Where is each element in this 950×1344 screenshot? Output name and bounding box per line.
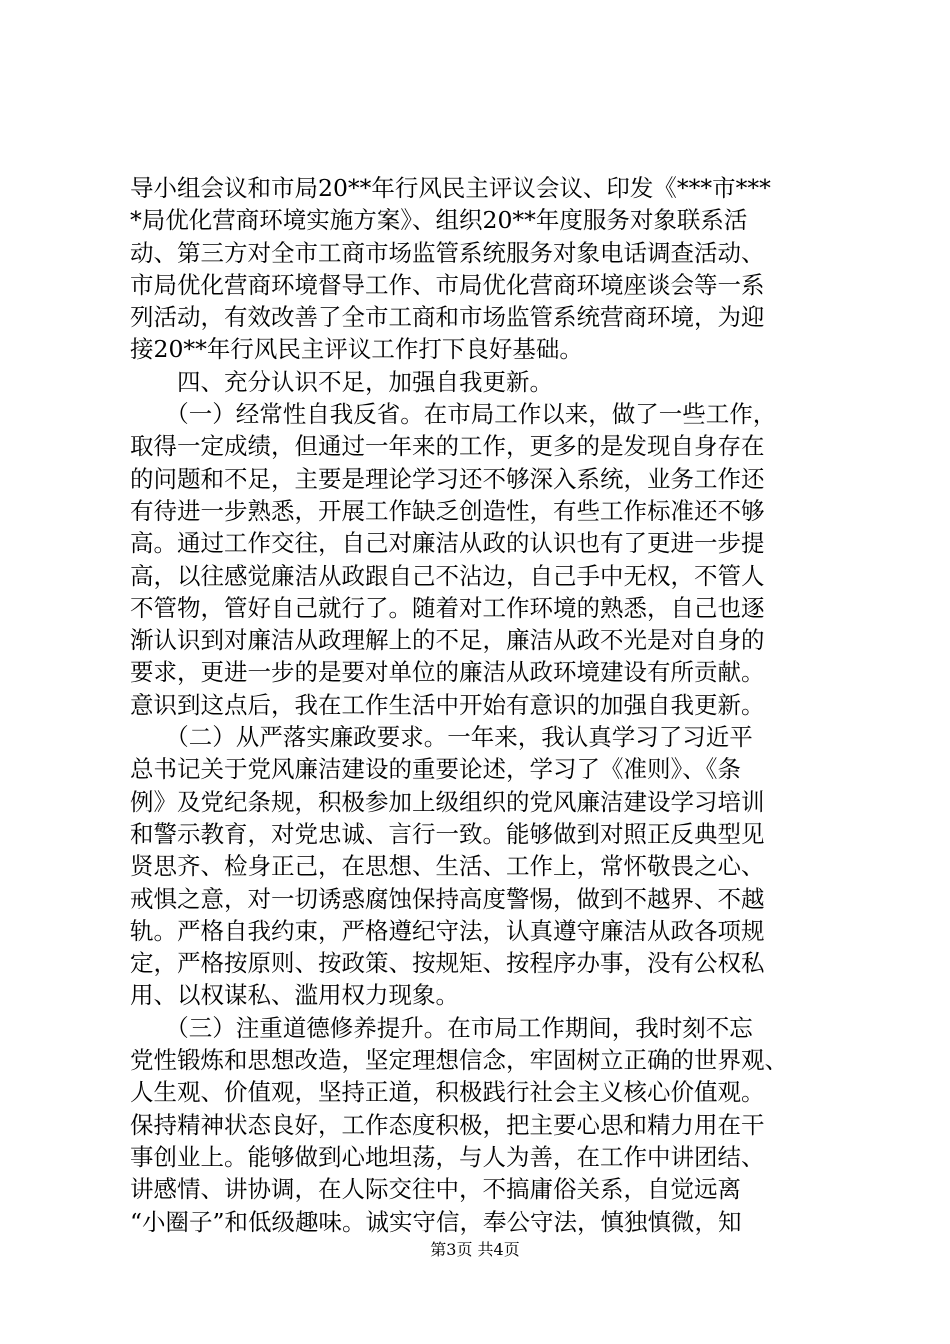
text-line: 事创业上。能够做到心地坦荡，与人为善，在工作中讲团结、 (130, 1142, 765, 1171)
text-line: “小圈子”和低级趣味。诚实守信，奉公守法，慎独慎微，知 (130, 1207, 742, 1236)
text-line: 意识到这点后，我在工作生活中开始有意识的加强自我更新。 (130, 690, 765, 719)
text-line: 例》及党纪条规，积极参加上级组织的党风廉洁建设学习培训 (130, 787, 765, 816)
page-footer: 第3页 共4页 (430, 1240, 520, 1259)
text-line: 保持精神状态良好，工作态度积极，把主要心思和精力用在干 (130, 1110, 765, 1139)
text-line: 四、充分认识不足，加强自我更新。 (130, 367, 553, 396)
text-line: （一）经常性自我反省。在市局工作以来，做了一些工作， (130, 400, 777, 429)
text-line: 讲感情、讲协调，在人际交往中，不搞庸俗关系，自觉远离 (130, 1175, 741, 1204)
text-line: 总书记关于党风廉洁建设的重要论述，学习了《准则》、《条 (130, 755, 741, 784)
text-line: 高。通过工作交往，自己对廉洁从政的认识也有了更进一步提 (130, 529, 765, 558)
text-line: 轨。严格自我约束，严格遵纪守法，认真遵守廉洁从政各项规 (130, 916, 765, 945)
text-line: 列活动，有效改善了全市工商和市场监管系统营商环境，为迎 (130, 303, 765, 332)
text-line: 定，严格按原则、按政策、按规矩、按程序办事，没有公权私 (130, 949, 765, 978)
text-line: 接20**年行风民主评议工作打下良好基础。 (130, 335, 583, 364)
text-line: 的问题和不足，主要是理论学习还不够深入系统，业务工作还 (130, 464, 765, 493)
text-line: 动、第三方对全市工商市场监管系统服务对象电话调查活动、 (130, 238, 765, 267)
text-line: 党性锻炼和思想改造，坚定理想信念，牢固树立正确的世界观、 (130, 1046, 788, 1075)
text-line: *局优化营商环境实施方案》、组织20**年度服务对象联系活 (130, 206, 748, 235)
text-line: 要求，更进一步的是要对单位的廉洁从政环境建设有所贡献。 (130, 658, 765, 687)
text-line: 人生观、价值观，坚持正道，积极践行社会主义核心价值观。 (130, 1078, 765, 1107)
text-line: 戒惧之意，对一切诱惑腐蚀保持高度警惕，做到不越界、不越 (130, 884, 765, 913)
text-line: 高，以往感觉廉洁从政跟自己不沾边，自己手中无权，不管人 (130, 561, 765, 590)
text-line: 用、以权谋私、滥用权力现象。 (130, 981, 459, 1010)
text-line: 不管物，管好自己就行了。随着对工作环境的熟悉，自己也逐 (130, 593, 765, 622)
text-line: 导小组会议和市局20**年行风民主评议会议、印发《***市*** (130, 174, 771, 202)
body-text (130, 172, 830, 1238)
text-line: 有待进一步熟悉，开展工作缺乏创造性，有些工作标准还不够 (130, 496, 765, 525)
text-line: 渐认识到对廉洁从政理解上的不足，廉洁从政不光是对自身的 (130, 626, 765, 655)
text-line: 和警示教育，对党忠诚、言行一致。能够做到对照正反典型见 (130, 819, 765, 848)
text-line: （二）从严落实廉政要求。一年来，我认真学习了习近平 (130, 723, 753, 752)
text-line: 取得一定成绩，但通过一年来的工作，更多的是发现自身存在 (130, 432, 765, 461)
text-line: 市局优化营商环境督导工作、市局优化营商环境座谈会等一系 (130, 270, 765, 299)
text-line: （三）注重道德修养提升。在市局工作期间，我时刻不忘 (130, 1013, 753, 1042)
text-line: 贤思齐、检身正己，在思想、生活、工作上，常怀敬畏之心、 (130, 852, 765, 881)
